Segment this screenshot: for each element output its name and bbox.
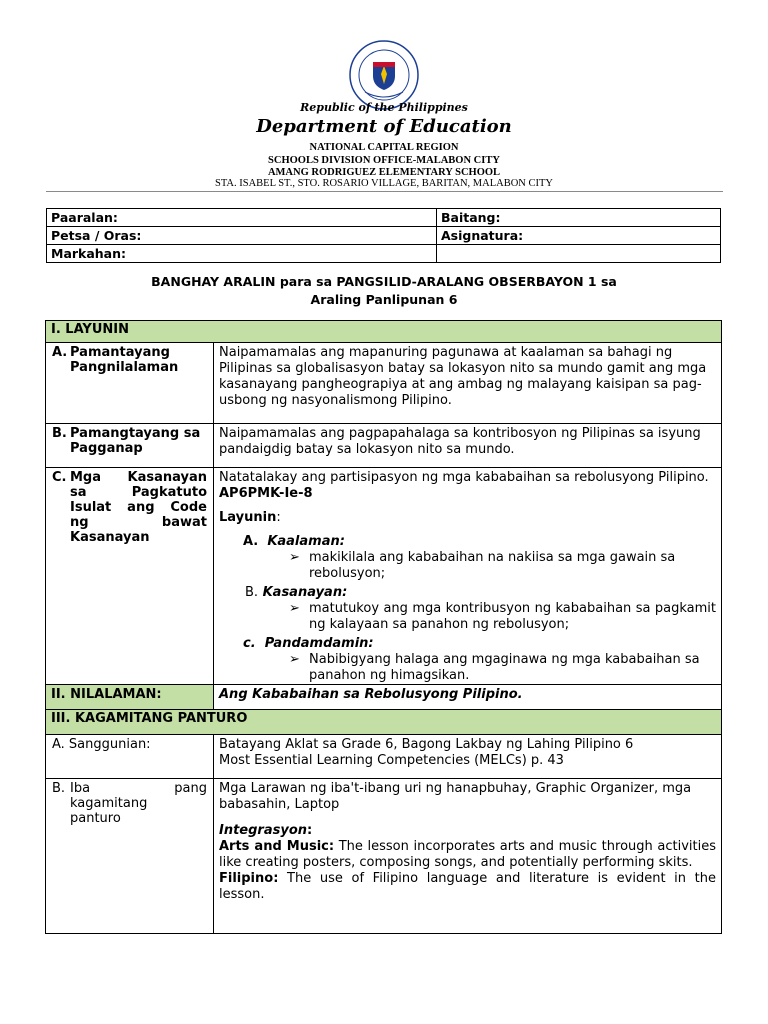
list-item: ➢ matutukoy ang mga kontribusyon ng kababaihan sa pagkamit ng kalayaan sa panahon ng rebolusyon; (289, 601, 716, 632)
section-header-kagamitan (46, 710, 722, 735)
sanggunian-line-2: Most Essential Learning Competencies (MELCs) p. 43 (219, 753, 564, 768)
arrow-bullet-icon: ➢ (289, 550, 300, 565)
asignatura-cell: Asignatura: (437, 227, 721, 245)
row-label (46, 424, 214, 468)
region: NATIONAL CAPITAL REGION (309, 142, 459, 153)
layunin-label: Layunin: (219, 510, 281, 525)
row-label (46, 779, 214, 934)
markahan-cell: Markahan: (47, 245, 437, 263)
school-name: AMANG RODRIGUEZ ELEMENTARY SCHOOL (267, 167, 501, 178)
arts-music-text: Arts and Music: The lesson incorporates arts and music through activities like creating posters, composing songs, and potentially performing skits. (219, 839, 716, 870)
label-b (52, 426, 207, 456)
pandamdamin-heading: c. Pandamdamin: (243, 636, 374, 651)
competency-code: AP6PMK-Ie-8 (219, 486, 313, 501)
paaralan-cell: Paaralan: (47, 209, 437, 227)
label-text: Mga Kasanayan sa Pagkatuto Isulat ang Code ng bawat Kasanayan (70, 470, 207, 545)
table-row (46, 779, 722, 934)
lesson-plan-title (0, 273, 768, 309)
iba-pang-text: Mga Larawan ng iba't-ibang uri ng hanapbuhay, Graphic Organizer, mga babasahin, Laptop (219, 781, 692, 812)
label-text: Pamantayang Pangnilalaman (70, 345, 179, 375)
school-address: STA. ISABEL ST., STO. ROSARIO VILLAGE, BARITAN, MALABON CITY (214, 178, 554, 189)
region-line (0, 142, 768, 180)
pagganap-text: Naipamamalas ang pagpapahalaga sa kontribosyon ng Pilipinas sa isyung pandaigdig batay sa lokasyon nito sa mundo. (219, 426, 701, 457)
nilalaman-label: II. NILALAMAN: (46, 685, 214, 710)
kasanayan-text: Natatalakay ang partisipasyon ng mga kababaihan sa rebolusyong Pilipino. AP6PMK-Ie-8 (219, 470, 709, 501)
label-c (52, 470, 207, 545)
header-divider (46, 191, 723, 192)
table-row (46, 685, 722, 710)
title-line-2: Araling Panlipunan 6 (310, 292, 458, 307)
label-text: Iba pang kagamitang panturo (70, 781, 207, 826)
list-item: ➢ Nabibigyang halaga ang mgaginawa ng mga kababaihan sa panahon ng himagsikan. (289, 652, 700, 683)
empty-cell (437, 245, 721, 263)
sanggunian-line-1: Batayang Aklat sa Grade 6, Bagong Lakbay ng Lahing Pilipino 6 (219, 737, 634, 752)
table-row (47, 209, 721, 227)
title-line-1: BANGHAY ARALIN para sa PANGSILID-ARALANG OBSERBAYON 1 sa (151, 274, 617, 289)
kasanayan-heading: B. Kasanayan: (245, 585, 348, 600)
section-title: I. LAYUNIN (46, 321, 722, 343)
section-title: III. KAGAMITANG PANTURO (46, 710, 722, 735)
info-table (46, 208, 721, 263)
republic-line: Republic of the Philippines (300, 101, 468, 114)
row-content (214, 779, 722, 934)
integrasyon-label: Integrasyon: (219, 823, 313, 838)
section-header-layunin (46, 321, 722, 343)
pamantayang-text: Naipamamalas ang mapanuring pagunawa at kaalaman sa bahagi ng Pilipinas sa globalisasyon batay sa lokasyon nito sa mundo gamit ang mga kasanayang pangheograpiya at ang ambag ng malayang kaisipan sa pag-usbong ng nasyonalismong Pilipino. (219, 345, 707, 408)
lesson-plan-table (45, 320, 722, 934)
letter: A. (52, 345, 68, 360)
table-row (46, 468, 722, 685)
nilalaman-text: Ang Kababaihan sa Rebolusyong Pilipino. (214, 685, 722, 710)
department-name: Department of Education (256, 116, 512, 137)
filipino-text: Filipino: The use of Filipino language and literature is evident in the lesson. (219, 871, 716, 902)
table-row (47, 227, 721, 245)
division: SCHOOLS DIVISION OFFICE-MALABON CITY (268, 154, 500, 166)
arrow-bullet-icon: ➢ (289, 652, 300, 667)
arrow-bullet-icon: ➢ (289, 601, 300, 616)
row-content (214, 468, 722, 685)
sanggunian-label: A. Sanggunian: (46, 735, 214, 779)
row-content (214, 343, 722, 424)
table-row (47, 245, 721, 263)
label-a (52, 345, 207, 375)
letter: B. (52, 426, 67, 441)
baitang-cell: Baitang: (437, 209, 721, 227)
table-row (46, 735, 722, 779)
row-label (46, 343, 214, 424)
deped-seal-icon (349, 40, 419, 110)
letter: B. (52, 781, 66, 796)
list-item: ➢ makikilala ang kababaihan na nakiisa sa mga gawain sa rebolusyon; (289, 550, 676, 581)
row-content (214, 424, 722, 468)
table-row (46, 343, 722, 424)
letter: C. (52, 470, 67, 485)
row-content (214, 735, 722, 779)
table-row (46, 424, 722, 468)
label-text: Pamangtayang sa Pagganap (70, 426, 201, 456)
kaalaman-heading: A. Kaalaman: (243, 534, 345, 549)
row-label (46, 468, 214, 685)
label-iba (52, 781, 207, 826)
petsa-cell: Petsa / Oras: (47, 227, 437, 245)
